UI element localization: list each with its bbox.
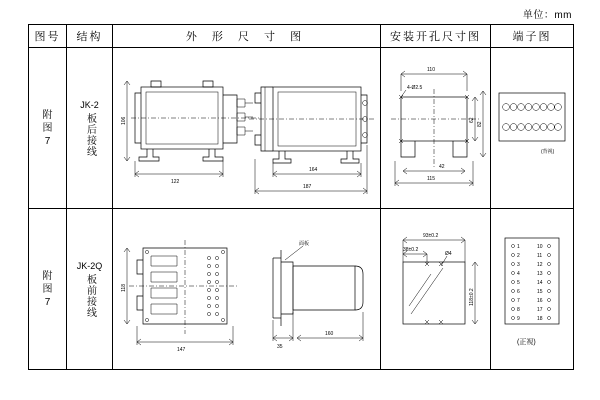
figure-no-char: 7 [44, 135, 51, 147]
panel-note: 面板 [299, 241, 310, 247]
dim-label: 118 [121, 284, 127, 292]
svg-text:8: 8 [517, 307, 520, 313]
terminal-view-label: (背视) [541, 149, 555, 155]
dim-label: 35 [277, 344, 283, 350]
svg-text:7: 7 [517, 298, 520, 304]
svg-text:10: 10 [537, 244, 543, 250]
dim-label: 147 [177, 347, 186, 353]
figure-no-char: 附 [42, 270, 53, 282]
svg-text:11: 11 [537, 253, 543, 259]
header-outline-dimensions: 外 形 尺 寸 图 [113, 25, 381, 48]
svg-text:2: 2 [517, 253, 520, 259]
structure-model: JK-2Q [76, 260, 103, 271]
svg-text:6: 6 [517, 289, 520, 295]
svg-text:17: 17 [537, 307, 543, 313]
dim-label: 62 [469, 117, 475, 123]
unit-note: 单位：mm [522, 10, 572, 21]
figure-no-char: 附 [42, 109, 53, 121]
header-mounting-cutout: 安装开孔尺寸图 [381, 25, 491, 48]
dim-label: 118±0.2 [469, 288, 475, 306]
header-figure-no: 图号 [29, 25, 67, 48]
dim-label: 106 [121, 116, 127, 125]
figure-no-cell-1 [29, 48, 67, 209]
svg-text:13: 13 [537, 271, 543, 277]
figure-no-cell-2 [29, 209, 67, 370]
svg-text:14: 14 [537, 280, 543, 286]
svg-text:9: 9 [517, 316, 520, 322]
mounting-cutout-2 [381, 209, 491, 370]
svg-text:1: 1 [517, 244, 520, 250]
structure-cell-2 [67, 209, 113, 370]
svg-text:18: 18 [537, 316, 543, 322]
svg-text:15: 15 [537, 289, 543, 295]
terminal-diagram-2 [491, 209, 574, 370]
svg-text:4: 4 [517, 271, 520, 277]
svg-text:5: 5 [517, 280, 520, 286]
table-header-row [29, 25, 574, 48]
table-row [29, 209, 574, 370]
outline-drawing-2 [113, 209, 381, 370]
dim-label: 187 [303, 184, 312, 190]
dim-label: 122 [171, 179, 180, 185]
structure-text: 板后接线 [84, 112, 96, 157]
dimension-table [28, 24, 574, 370]
dim-label: 82 [477, 121, 483, 127]
structure-text: 板前接线 [84, 273, 96, 318]
dim-label: Ø4 [445, 251, 452, 257]
dim-label: 110 [427, 67, 435, 73]
structure-cell-1 [67, 48, 113, 209]
dim-label: 164 [309, 167, 318, 173]
header-terminal-diagram: 端子图 [491, 25, 574, 48]
dim-label: 38±0.2 [403, 247, 419, 253]
dim-label: 160 [325, 331, 334, 337]
figure-no-char: 7 [44, 296, 51, 308]
dim-label: 93±0.2 [423, 233, 439, 239]
outline-drawing-1 [113, 48, 381, 209]
svg-text:16: 16 [537, 298, 543, 304]
header-structure: 结构 [67, 25, 113, 48]
dim-label: 4-Ø2.5 [407, 85, 423, 91]
dim-label: 42 [439, 164, 445, 170]
svg-text:3: 3 [517, 262, 520, 268]
terminal-view-label: (正视) [517, 339, 536, 346]
terminal-diagram-1 [491, 48, 574, 209]
figure-no-char: 图 [42, 122, 53, 134]
svg-text:12: 12 [537, 262, 543, 268]
structure-model: JK-2 [80, 99, 99, 110]
mounting-cutout-1 [381, 48, 491, 209]
figure-no-char: 图 [42, 283, 53, 295]
table-row [29, 48, 574, 209]
dim-label: 115 [427, 176, 435, 182]
